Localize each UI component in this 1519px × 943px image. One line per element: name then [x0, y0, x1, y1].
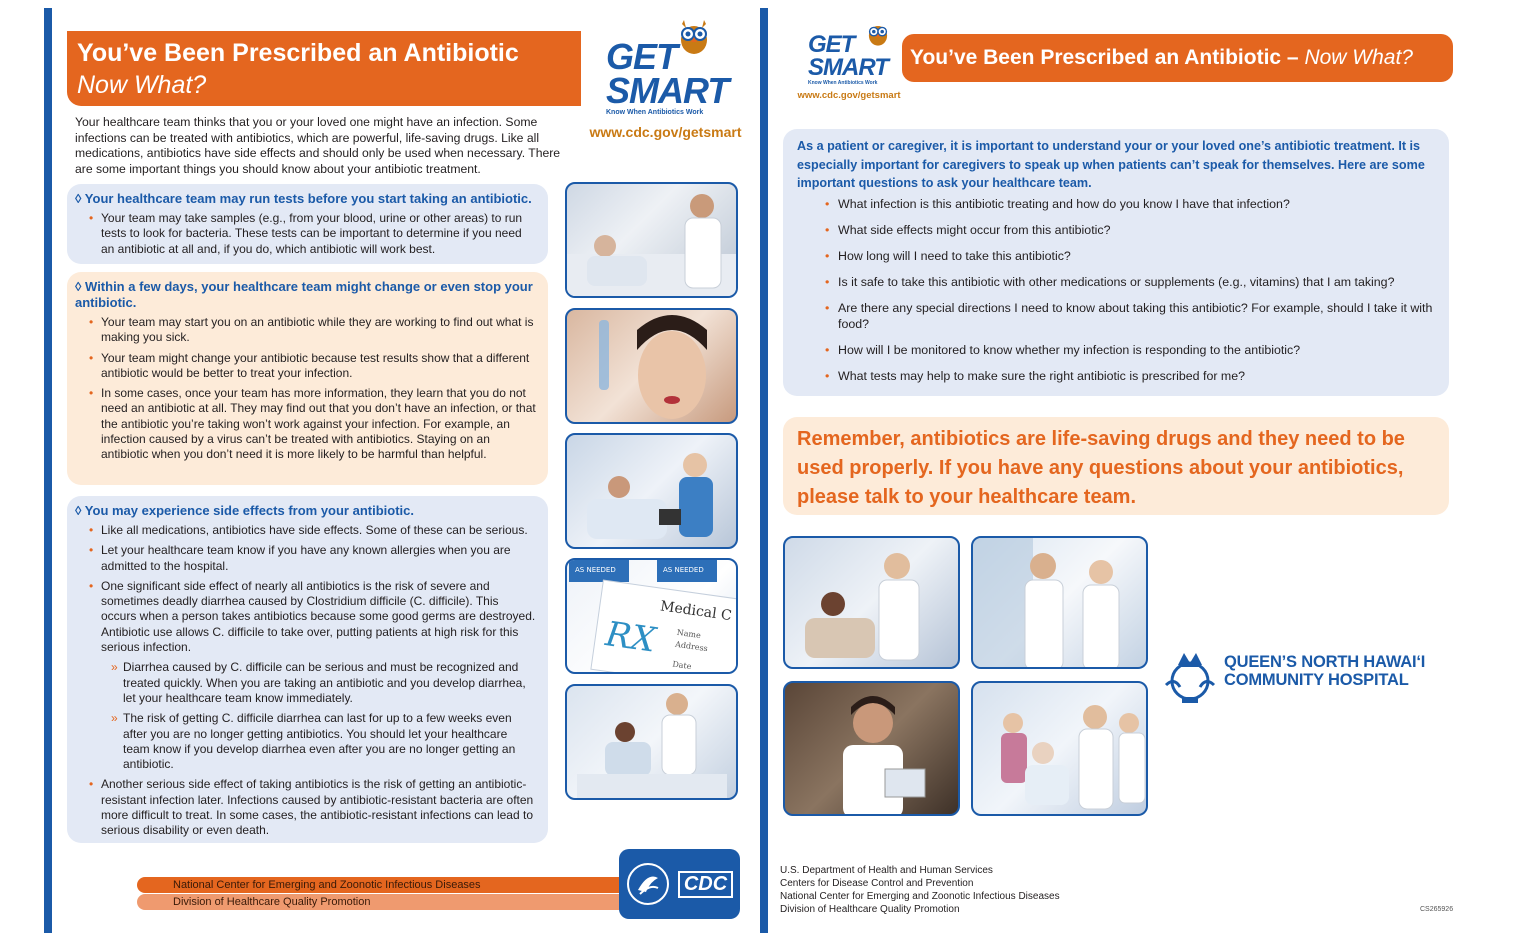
- rx-symbol: RX: [603, 614, 659, 661]
- hhs-line: National Center for Emerging and Zoonotic Infectious Diseases: [780, 891, 1060, 902]
- question-item: • What side effects might occur from this antibiotic?: [797, 222, 1435, 238]
- prescription-image: [567, 560, 738, 674]
- section-side-effects-box: [67, 496, 548, 843]
- logo-smart: SMART: [606, 70, 729, 112]
- logo-url: www.cdc.gov/getsmart: [589, 124, 742, 140]
- rx-medical-label: Medical C: [659, 598, 733, 625]
- logo-tagline: Know When Antibiotics Work: [606, 109, 704, 117]
- list-item: • Like all medications, antibiotics have side effects. Some of these can be serious.: [75, 523, 536, 538]
- list-item: • One significant side effect of nearly all antibiotics is the risk of severe and sometimes deadly diarrhea caused by Clostridium difficile (C. difficile). This occurs when a person takes antibiotics because some good germs are destroyed. Antibiotic use allows C. difficile to take over, putting patients at high risk for this serious infection.: [75, 579, 536, 655]
- nurse-tablet-image: [567, 435, 738, 549]
- right-page-edge-bar: [760, 8, 768, 933]
- section-side-effects-heading: ◊ You may experience side effects from your antibiotic.: [75, 503, 414, 518]
- logo-get: GET: [606, 36, 678, 77]
- royal-crest-icon: [1160, 645, 1220, 705]
- hhs-line: Division of Healthcare Quality Promotion: [780, 904, 960, 915]
- right-title-text: You’ve Been Prescribed an Antibiotic –: [910, 46, 1299, 69]
- woman-test-tube-image: [567, 310, 738, 424]
- hhs-line: Centers for Disease Control and Prevention: [780, 878, 974, 889]
- remember-callout: Remember, antibiotics are life-saving drugs and they need to be used properly. If you have any questions about your antibiotics, please talk to your healthcare team.: [783, 417, 1449, 515]
- sub-list-item: » Diarrhea caused by C. difficile can be serious and must be recognized and treated quickly. When you are taking an antibiotic and you develop diarrhea, let your healthcare team know immediately.: [75, 660, 536, 706]
- photo-two-doctors-hallway: [971, 536, 1148, 669]
- hhs-line: U.S. Department of Health and Human Services: [780, 865, 993, 876]
- photo-prescription-pad: [565, 558, 738, 674]
- photo-care-team-patient: [971, 681, 1148, 816]
- footer-division-name: Division of Healthcare Quality Promotion: [137, 894, 622, 910]
- questions-box: [783, 129, 1449, 396]
- rx-name-label: Name: [676, 627, 702, 641]
- list-item: • Let your healthcare team know if you have any known allergies when you are admitted to the hospital.: [75, 543, 536, 574]
- logo-smart: SMART: [808, 53, 888, 81]
- left-title-banner: [67, 31, 581, 106]
- question-item: • What infection is this antibiotic treating and how do you know I have that infection?: [797, 196, 1435, 212]
- doctor-clipboard-image: [785, 683, 960, 816]
- photo-doctor-clipboard: [783, 681, 960, 816]
- list-item: • Your team may take samples (e.g., from your blood, urine or other areas) to run tests to look for bacteria. These tests can be important to determine if you need an antibiotic at all and, if you do, which antibiotic will work best.: [75, 211, 536, 257]
- cdc-wordmark: CDC: [678, 871, 733, 898]
- rx-cap-label-1: AS NEEDED: [575, 566, 616, 574]
- photo-doctor-young-patient: [565, 684, 738, 800]
- photo-doctor-elderly-patient: [565, 182, 738, 298]
- questions-lead: As a patient or caregiver, it is important to understand your or your loved one’s antibiotic treatment. It is especially important for caregivers to speak up when patients can’t speak for themselves. Here are some important questions to ask your healthcare team.: [797, 139, 1425, 190]
- question-item: • Are there any special directions I need to know about taking this antibiotic? For example, should I take it with food?: [797, 300, 1435, 332]
- intro-paragraph: Your healthcare team thinks that you or your loved one might have an infection. Some infections can be treated with antibiotics, which are powerful, life-saving drugs. Like all medications, antibiotics have side effects and should only be used when necessary. There are some important things you should know about your antibiotic treatment.: [75, 115, 561, 176]
- section-change-heading: ◊ Within a few days, your healthcare team might change or even stop your antibiotic.: [75, 279, 533, 310]
- hospital-name-line2: COMMUNITY HOSPITAL: [1224, 671, 1409, 689]
- photo-woman-test-tube: [565, 308, 738, 424]
- publication-number: CS265926: [1420, 906, 1454, 913]
- footer-center-name: National Center for Emerging and Zoonotic Infectious Diseases: [137, 877, 622, 893]
- rx-date-label: Date: [671, 659, 693, 672]
- question-item: • What tests may help to make sure the right antibiotic is prescribed for me?: [797, 368, 1435, 384]
- list-item: • In some cases, once your team has more information, they learn that you do not need an antibiotic at all. They may find out that you don’t have an infection, or that the antibiotic you’re taking won’t work against your infection. For example, an infection caused by a virus can’t be treated with antibiotics. Staying on an antibiotic when you don’t need it is more likely to be harmful than helpful.: [75, 386, 536, 462]
- get-smart-logo-small: [794, 20, 904, 104]
- question-item: • How will I be monitored to know whether my infection is responding to the antibiotic?: [797, 342, 1435, 358]
- doctor-patient-image: [567, 184, 738, 298]
- question-item: • How long will I need to take this antibiotic?: [797, 248, 1435, 264]
- photo-doctor-bedside: [783, 536, 960, 669]
- logo-url: www.cdc.gov/getsmart: [797, 90, 901, 101]
- left-footer-bars: [137, 877, 622, 911]
- queens-hospital-logo: [1160, 645, 1460, 707]
- doctor-bedside-image: [785, 538, 960, 669]
- care-team-image: [973, 683, 1148, 816]
- left-title-line2: Now What?: [77, 71, 207, 99]
- sub-list-item: » The risk of getting C. difficile diarrhea can last for up to a few weeks even after you are no longer getting antibiotics. You should let your healthcare team know if you develop diarrhea even after you are no longer getting an antibiotic.: [75, 711, 536, 772]
- rx-address-label: Address: [674, 639, 709, 654]
- hospital-name-line1: QUEEN’S NORTH HAWAI‘I: [1224, 653, 1426, 671]
- logo-get: GET: [808, 31, 855, 58]
- logo-tagline: Know When Antibiotics Work: [808, 79, 878, 86]
- rx-cap-label-2: AS NEEDED: [663, 566, 704, 574]
- right-title-banner: [902, 34, 1453, 82]
- two-doctors-image: [973, 538, 1148, 669]
- hhs-seal-icon: [626, 862, 670, 906]
- cdc-hhs-logo: [619, 849, 740, 919]
- list-item: • Your team might change your antibiotic because test results show that a different antibiotic would be better to treat your infection.: [75, 351, 536, 382]
- list-item: • Your team may start you on an antibiotic while they are working to find out what is making you sick.: [75, 315, 536, 346]
- left-title-line1: You’ve Been Prescribed an Antibiotic: [77, 39, 519, 67]
- question-item: • Is it safe to take this antibiotic with other medications or supplements (e.g., vitamins) that I am taking?: [797, 274, 1435, 290]
- right-title-emphasis: Now What?: [1304, 46, 1413, 69]
- list-item: • Another serious side effect of taking antibiotics is the risk of getting an antibiotic-resistant infection later. Infections caused by antibiotic-resistant bacteria are often more difficult to treat. In some cases, the antibiotic-resistant infections can lead to serious disability or even death.: [75, 777, 536, 838]
- section-change-box: [67, 272, 548, 485]
- hhs-agency-list: [780, 864, 1060, 916]
- section-tests-heading: ◊ Your healthcare team may run tests before you start taking an antibiotic.: [75, 191, 532, 206]
- section-tests-box: [67, 184, 548, 264]
- left-page-edge-bar: [44, 8, 52, 933]
- doctor-young-patient-image: [567, 686, 738, 800]
- photo-nurse-tablet: [565, 433, 738, 549]
